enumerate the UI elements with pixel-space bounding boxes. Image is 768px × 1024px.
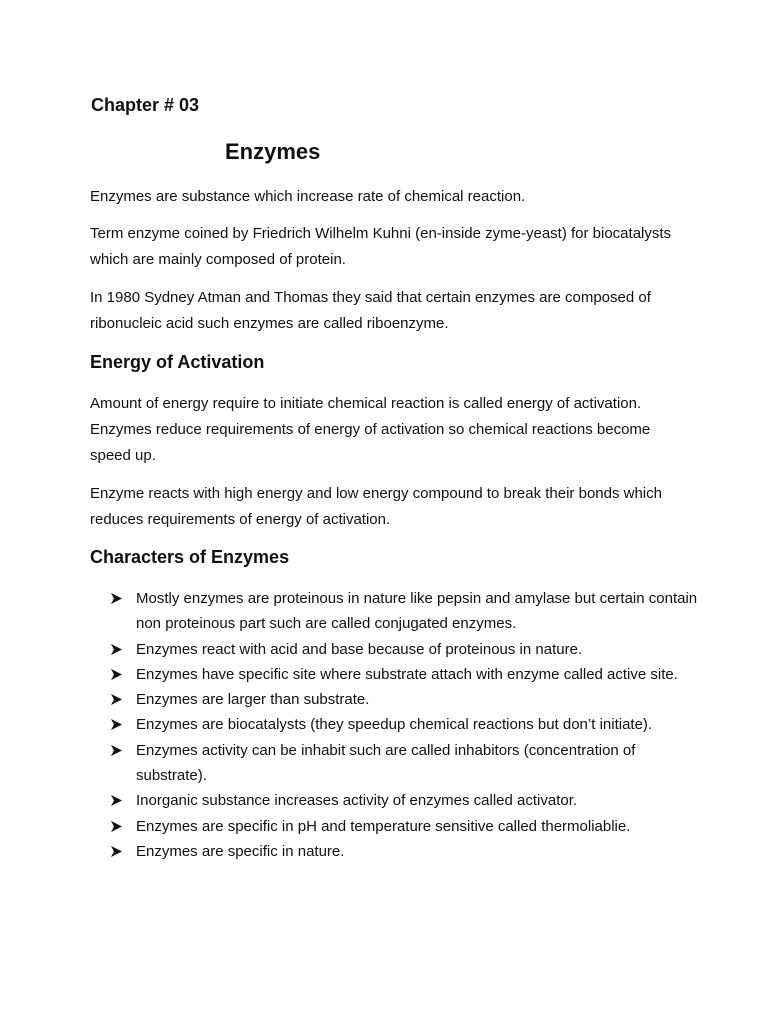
- arrowhead-bullet-icon: [110, 643, 123, 656]
- activation-paragraph-2: Enzyme reacts with high energy and low energy compound to break their bonds which reduces requirements of energy of activation.: [90, 485, 662, 528]
- intro-paragraph-2: Term enzyme coined by Friedrich Wilhelm Kuhni (en-inside zyme-yeast) for biocatalysts which are mainly composed of protein.: [90, 225, 672, 268]
- list-item: Enzymes are specific in nature.: [108, 839, 698, 864]
- arrowhead-bullet-icon: [110, 794, 123, 807]
- list-item: Enzymes are larger than substrate.: [108, 687, 698, 712]
- list-item: Enzymes react with acid and base because of proteinous in nature.: [108, 637, 698, 662]
- activation-paragraph-1: Amount of energy require to initiate chemical reaction is called energy of activation. Enzymes reduce requirements of energy of activation so chemical reactions become speed up.: [90, 395, 651, 464]
- arrowhead-bullet-icon: [110, 845, 123, 858]
- arrowhead-bullet-icon: [110, 820, 123, 833]
- arrowhead-bullet-icon: [110, 693, 123, 706]
- list-item: Enzymes have specific site where substrate attach with enzyme called active site.: [108, 662, 698, 687]
- chapter-label: Chapter # 03: [91, 95, 200, 115]
- intro-paragraph-1: Enzymes are substance which increase rate of chemical reaction.: [90, 188, 526, 205]
- list-item: Enzymes are biocatalysts (they speedup chemical reactions but don’t initiate).: [108, 712, 698, 737]
- page-title: Enzymes: [225, 139, 321, 164]
- characters-heading: Characters of Enzymes: [90, 547, 290, 567]
- arrowhead-bullet-icon: [110, 718, 123, 731]
- arrowhead-bullet-icon: [110, 744, 123, 757]
- list-item: Mostly enzymes are proteinous in nature like pepsin and amylase but certain contain non proteinous part such are called conjugated enzymes.: [108, 586, 698, 637]
- characters-list: [108, 586, 698, 864]
- list-item: Enzymes activity can be inhabit such are called inhabitors (concentration of substrate).: [108, 738, 698, 789]
- list-item: Inorganic substance increases activity of enzymes called activator.: [108, 788, 698, 813]
- arrowhead-bullet-icon: [110, 592, 123, 605]
- list-item: Enzymes are specific in pH and temperature sensitive called thermoliablie.: [108, 814, 698, 839]
- intro-paragraph-3: In 1980 Sydney Atman and Thomas they said that certain enzymes are composed of ribonucleic acid such enzymes are called riboenzyme.: [90, 289, 651, 332]
- arrowhead-bullet-icon: [110, 668, 123, 681]
- activation-heading: Energy of Activation: [90, 352, 265, 372]
